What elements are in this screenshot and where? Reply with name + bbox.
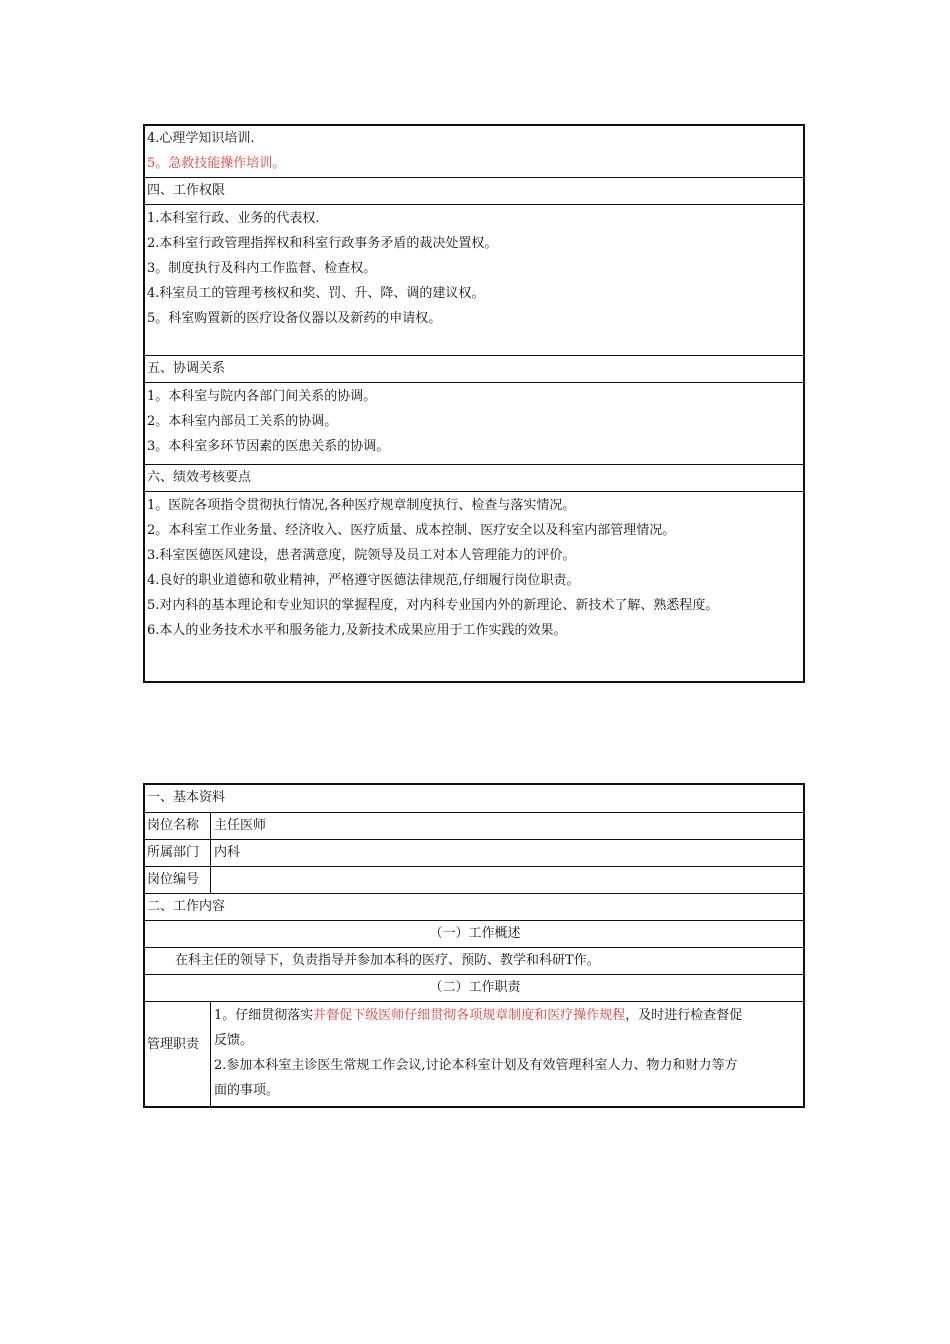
field-row-position-code [145, 866, 803, 893]
duty-table-continued [143, 124, 805, 683]
training-block [145, 126, 803, 177]
section-title-performance: 六、绩效考核要点 [145, 464, 803, 491]
training-item-highlighted: 5。急救技能操作培训。 [147, 156, 286, 171]
list-item: 5.对内科的基本理论和专业知识的掌握程度，对内科专业国内外的新理论、新技术了解、熟悉程度。 [147, 598, 719, 613]
duty-text-highlighted: 并督促下级医师仔细贯彻各项规章制度和医疗操作规程 [313, 1008, 626, 1023]
field-label: 岗位名称 [145, 813, 211, 839]
training-item: 4.心理学知识培训. [147, 131, 255, 146]
duty-label: 管理职责 [145, 1002, 211, 1106]
list-item: 3。制度执行及科内工作监督、检查权。 [147, 261, 377, 276]
list-item: 2。本科室内部员工关系的协调。 [147, 414, 338, 429]
field-row-department [145, 839, 803, 866]
duty-row-management [145, 1001, 803, 1106]
field-value: 内科 [214, 845, 241, 860]
list-item: 1.本科室行政、业务的代表权. [147, 211, 320, 226]
overview-text: 在科主任的领导下，负责指导并参加本科的医疗、预防、教学和科研T作。 [145, 947, 803, 974]
duty-item-1 [214, 1003, 803, 1028]
section-title-permissions: 四、工作权限 [145, 177, 803, 204]
permissions-list [145, 204, 803, 355]
list-item: 2。本科室工作业务量、经济收入、医疗质量、成本控制、医疗安全以及科室内部管理情况。 [147, 523, 676, 538]
section-title-basic-info: 一、基本资料 [147, 790, 226, 805]
duty-item-2: 2.参加本科室主诊医生常规工作会议,讨论本科室计划及有效管理科室人力、物力和财力等方 [214, 1058, 738, 1073]
job-description-table [143, 783, 805, 1108]
duty-content [211, 1002, 803, 1106]
field-value: 主任医师 [214, 818, 267, 833]
duty-text: 1。仔细贯彻落实 [214, 1008, 314, 1023]
list-item: 4.科室员工的管理考核权和奖、罚、升、降、调的建议权。 [147, 286, 485, 301]
list-item: 3。本科室多环节因素的医患关系的协调。 [147, 439, 390, 454]
list-item: 2.本科室行政管理指挥权和科室行政事务矛盾的裁决处置权。 [147, 236, 498, 251]
performance-list [145, 491, 803, 681]
subsection-title-overview: （一）工作概述 [145, 920, 803, 947]
duty-item-2-continued: 面的事项。 [214, 1083, 280, 1098]
section-title-coordination: 五、协调关系 [145, 355, 803, 382]
list-item: 4.良好的职业道德和敬业精神，严格遵守医德法律规范,仔细履行岗位职责。 [147, 573, 580, 588]
field-value [211, 867, 214, 893]
section-title-work-content: 二、工作内容 [145, 893, 803, 920]
field-label: 岗位编号 [145, 867, 211, 893]
subsection-title-duties: （二）工作职责 [145, 974, 803, 1001]
list-item: 1。医院各项指令贯彻执行情况,各种医疗规章制度执行、检查与落实情况。 [147, 498, 576, 513]
coordination-list [145, 382, 803, 464]
list-item: 6.本人的业务技术水平和服务能力,及新技术成果应用于工作实践的效果。 [147, 623, 567, 638]
field-row-position-name [145, 812, 803, 839]
duty-text: ，及时进行检查督促 [625, 1008, 743, 1023]
list-item: 3.科室医德医风建设，患者满意度，院领导及员工对本人管理能力的评价。 [147, 548, 576, 563]
list-item: 5。科室购置新的医疗设备仪器以及新药的申请权。 [147, 311, 442, 326]
field-label: 所属部门 [145, 840, 211, 866]
list-item: 1。本科室与院内各部门间关系的协调。 [147, 389, 377, 404]
duty-item-1-continued: 反馈。 [214, 1033, 254, 1048]
